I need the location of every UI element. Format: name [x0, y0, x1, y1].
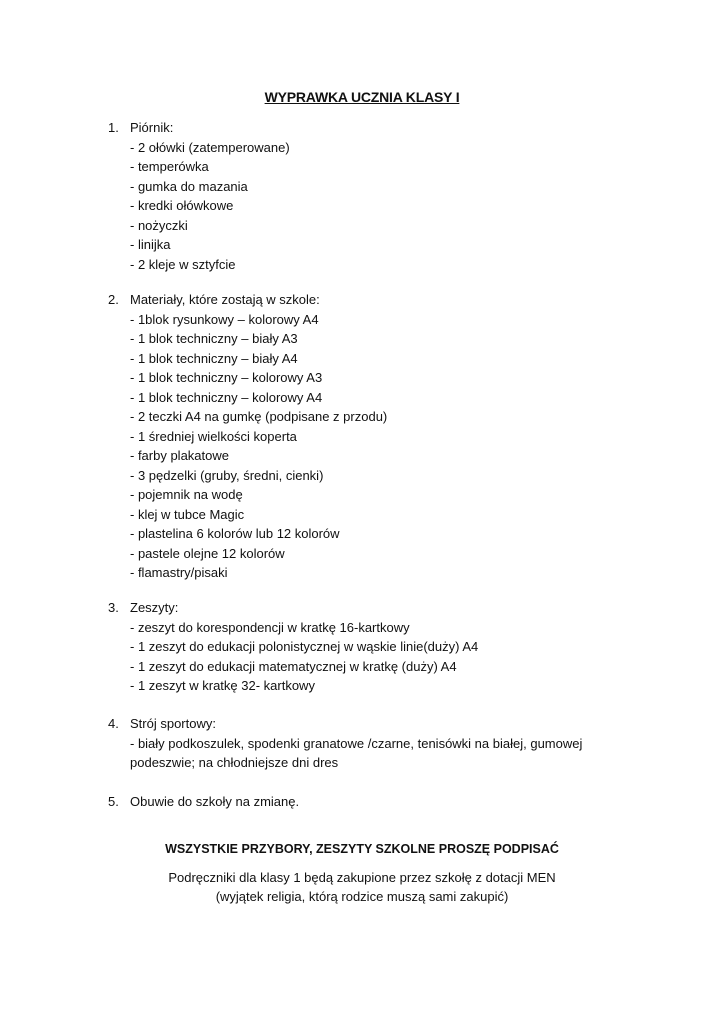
- list-item: - 2 teczki A4 na gumkę (podpisane z przodu): [130, 409, 388, 424]
- section-number: 2.: [108, 292, 119, 307]
- textbooks-notice: Podręczniki dla klasy 1 będą zakupione przez szkołę z dotacji MEN: [168, 870, 556, 885]
- list-item: - 2 kleje w sztyfcie: [130, 256, 236, 272]
- list-item: - 1 średniej wielkości koperta: [130, 428, 297, 444]
- section-stroj-sportowy: [108, 714, 630, 773]
- list-item: - linijka: [130, 237, 171, 252]
- section-label: Zeszyty:: [130, 600, 179, 615]
- section-number: 4.: [108, 716, 119, 731]
- section-label: Materiały, które zostają w szkole:: [130, 292, 320, 307]
- section-heading: [108, 118, 290, 138]
- list-item: - flamastry/pisaki: [130, 565, 228, 580]
- section-materialy: [108, 290, 387, 583]
- section-number: 1.: [108, 120, 119, 135]
- section-heading: [108, 290, 387, 310]
- list-item: - 1blok rysunkowy – kolorowy A4: [130, 311, 319, 327]
- section-zeszyty: [108, 598, 478, 696]
- list-item: - farby plakatowe: [130, 448, 229, 463]
- section-heading: [108, 714, 630, 734]
- list-item: - gumka do mazania: [130, 178, 248, 194]
- section-heading: [108, 598, 478, 618]
- list-item: - temperówka: [130, 159, 209, 174]
- list-item: - zeszyt do korespondencji w kratkę 16-kartkowy: [130, 619, 410, 635]
- religion-exception-notice: (wyjątek religia, którą rodzice muszą sami zakupić): [215, 889, 509, 904]
- list-item: - biały podkoszulek, spodenki granatowe /czarne, tenisówki na białej, gumowej podeszwie; na chłodniejsze dni dres: [130, 735, 583, 770]
- list-item: - pojemnik na wodę: [130, 487, 243, 502]
- list-item: - pastele olejne 12 kolorów: [130, 545, 285, 561]
- list-item: - 2 ołówki (zatemperowane): [130, 139, 290, 155]
- section-label: Piórnik:: [130, 120, 174, 135]
- list-item: - 1 blok techniczny – biały A3: [130, 331, 298, 346]
- list-item: - 1 zeszyt do edukacji matematycznej w kratkę (duży) A4: [130, 658, 457, 674]
- list-item: - klej w tubce Magic: [130, 506, 245, 522]
- list-item: - 1 zeszyt do edukacji polonistycznej w wąskie linie(duży) A4: [130, 639, 479, 654]
- list-item: - nożyczki: [130, 217, 188, 233]
- section-number: 3.: [108, 600, 119, 615]
- list-item: - 1 blok techniczny – kolorowy A3: [130, 370, 323, 385]
- list-item: - 3 pędzelki (gruby, średni, cienki): [130, 467, 324, 483]
- list-item: - 1 zeszyt w kratkę 32- kartkowy: [130, 678, 315, 693]
- section-number: 5.: [108, 794, 119, 809]
- section-label: Obuwie do szkoły na zmianę.: [130, 794, 300, 809]
- section-label: Strój sportowy:: [130, 716, 216, 731]
- section-piornik: [108, 118, 290, 274]
- document-title: WYPRAWKA UCZNIA KLASY I: [264, 89, 460, 105]
- list-item: - kredki ołówkowe: [130, 198, 234, 213]
- list-item: - plastelina 6 kolorów lub 12 kolorów: [130, 526, 340, 541]
- list-item: - 1 blok techniczny – biały A4: [130, 350, 298, 366]
- list-item: - 1 blok techniczny – kolorowy A4: [130, 389, 323, 405]
- sign-everything-notice: WSZYSTKIE PRZYBORY, ZESZYTY SZKOLNE PROSZĘ PODPISAĆ: [165, 842, 559, 856]
